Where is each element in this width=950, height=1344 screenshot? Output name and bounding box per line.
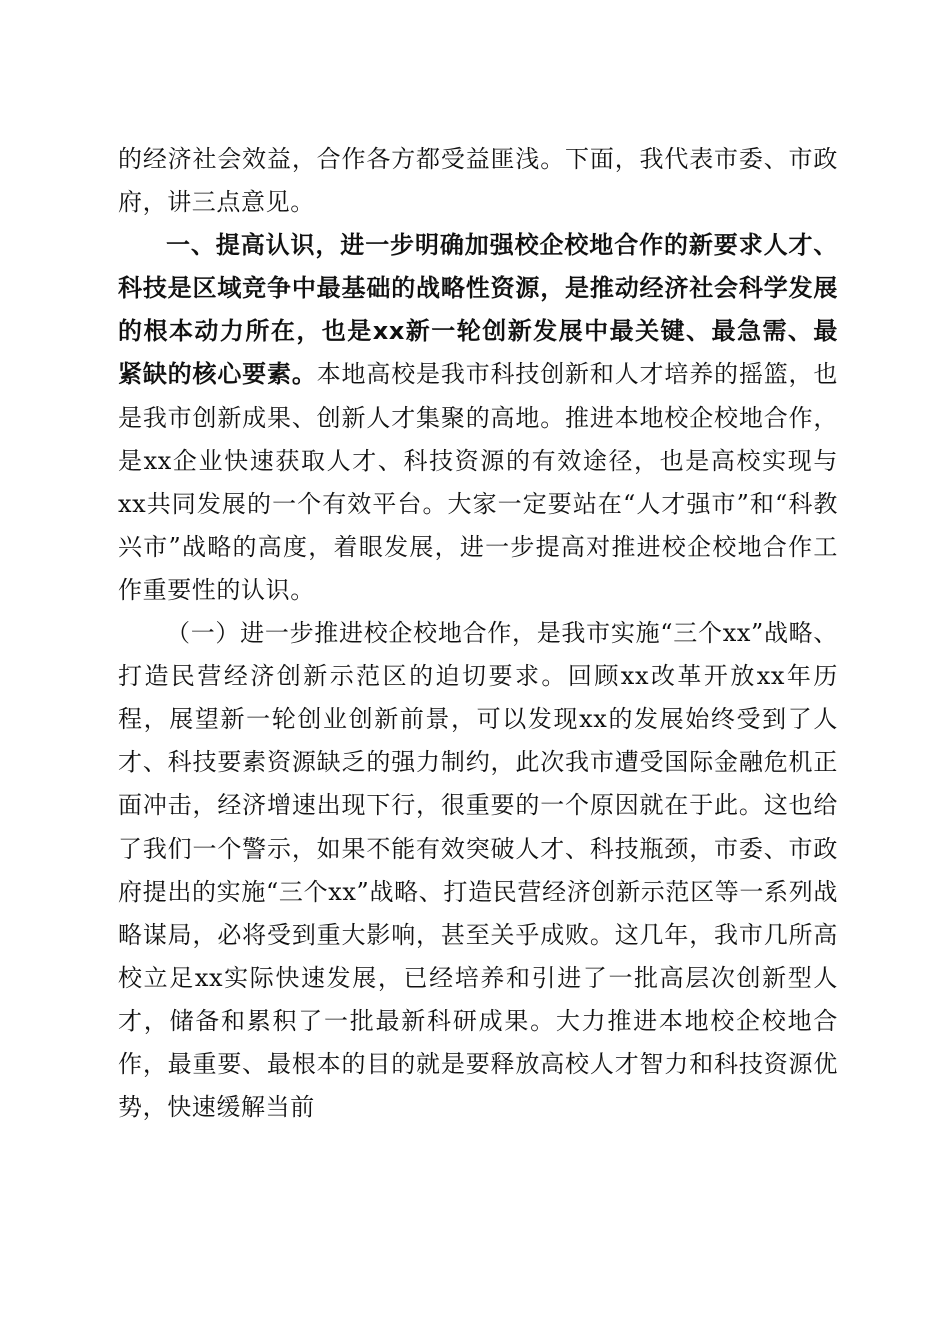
document-body [118,138,838,1129]
section-one-paragraph [118,224,838,612]
subsection-one-paragraph: （一）进一步推进校企校地合作，是我市实施“三个xx”战略、打造民营经济创新示范区的迫切要求。回顾xx改革开放xx年历程，展望新一轮创业创新前景，可以发现xx的发展始终受到了人才、科技要素资源缺乏的强力制约，此次我市遭受国际金融危机正面冲击，经济增速出现下行，很重要的一个原因就在于此。这也给了我们一个警示，如果不能有效突破人才、科技瓶颈，市委、市政府提出的实施“三个xx”战略、打造民营经济创新示范区等一系列战略谋局，必将受到重大影响，甚至关乎成败。这几年，我市几所高校立足xx实际快速发展，已经培养和引进了一批高层次创新型人才，储备和累积了一批最新科研成果。大力推进本地校企校地合作，最重要、最根本的目的就是要释放高校人才智力和科技资源优势，快速缓解当前 [118,619,838,1122]
opening-paragraph: 的经济社会效益，合作各方都受益匪浅。下面，我代表市委、市政府，讲三点意见。 [118,145,838,217]
section-one-body: 本地高校是我市科技创新和人才培养的摇篮，也是我市创新成果、创新人才集聚的高地。推进本地校企校地合作，是xx企业快速获取人才、科技资源的有效途径，也是高校实现与xx共同发展的一个有效平台。大家一定要站在“人才强市”和“科教兴市”战略的高度，着眼发展，进一步提高对推进校企校地合作工作重要性的认识。 [118,360,838,604]
section-one-heading: 一、提高认识，进一步明确加强校企校地合作的新要求人才、科技是区域竞争中最基础的战略性资源，是推动经济社会科学发展的根本动力所在，也是xx新一轮创新发展中最关键、最急需、最紧缺的核心要素。 [118,231,838,389]
